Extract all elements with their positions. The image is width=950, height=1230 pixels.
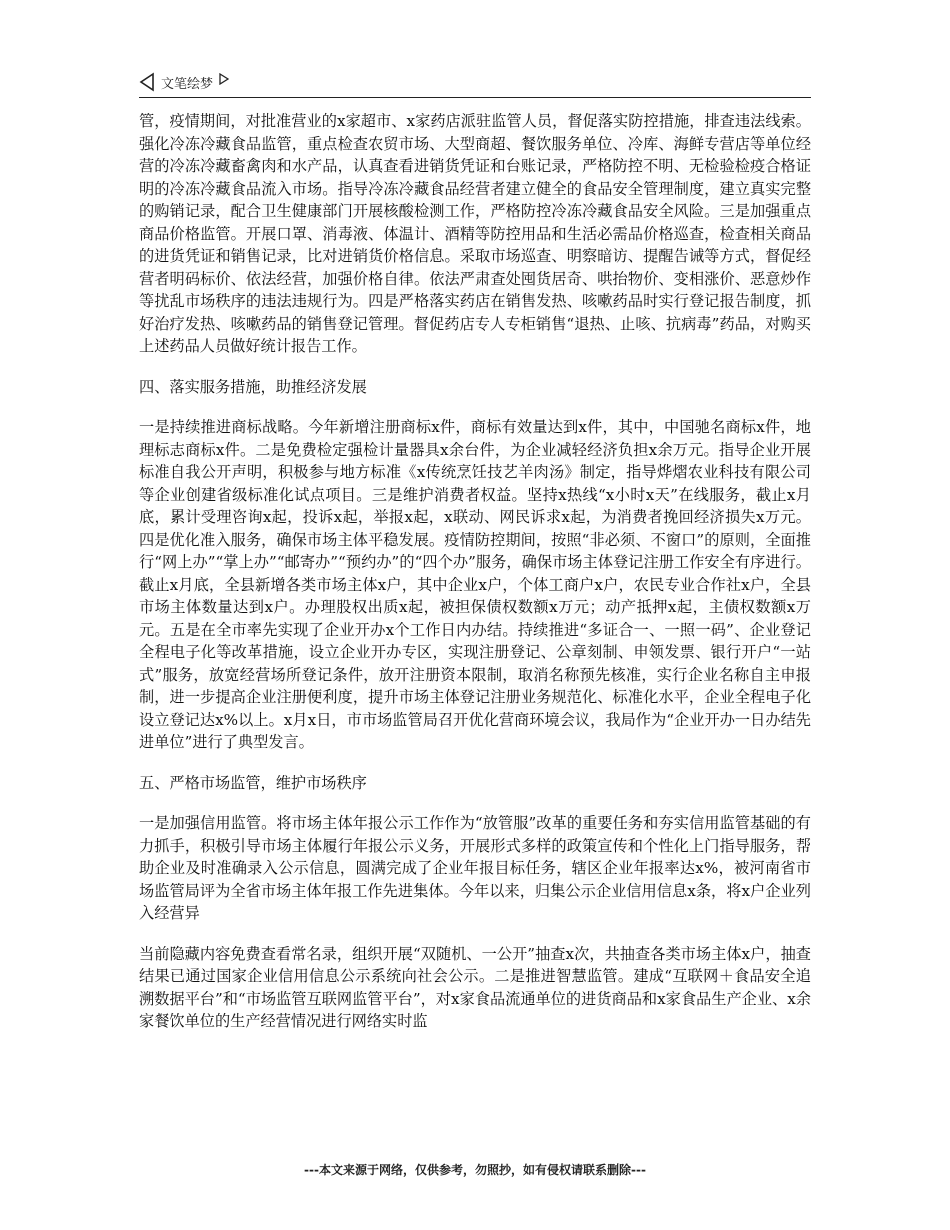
- brand: [139, 70, 229, 94]
- spacer: [139, 925, 811, 943]
- triangle-right-icon: [219, 73, 229, 85]
- page-header: [139, 70, 811, 98]
- footer-notice: ---本文来源于网络，仅供参考，勿照抄，如有侵权请联系删除---: [304, 1163, 646, 1177]
- brand-name: 文笔绘梦: [161, 76, 214, 92]
- section-heading-4: 四、落实服务措施，助推经济发展: [139, 377, 367, 396]
- section-heading-5: 五、严格市场监管，维护市场秩序: [139, 773, 367, 792]
- paragraph-smart-supervision: 当前隐藏内容免费查看常名录，组织开展“双随机、一公开”抽查x次，共抽查各类市场主体x户，抽查结果已通过国家企业信用信息公示系统向社会公示。二是推进智慧监管。建成“互联网＋食品安全追溯数据平台”和“市场监管互联网监管平台”，对x家食品流通单位的进货商品和x家食品生产企业、x余家餐饮单位的生产经营情况进行网络实时监: [139, 944, 811, 1030]
- paragraph-credit-supervision: 一是加强信用监管。将市场主体年报公示工作作为“放管服”改革的重要任务和夯实信用监管基础的有力抓手，积极引导市场主体履行年报公示义务，开展形式多样的政策宣传和个性化上门指导服务，帮助企业及时准确录入公示信息，圆满完成了企业年报目标任务，辖区企业年报率达x%，被河南省市场监管局评为全省市场主体年报工作先进集体。今年以来，归集公示企业信用信息x条，将x户企业列入经营异: [139, 814, 811, 922]
- document-body: [139, 110, 811, 1033]
- paragraph-service-measures: 一是持续推进商标战略。今年新增注册商标x件，商标有效量达到x件，其中，中国驰名商标x件，地理标志商标x件。二是免费检定强检计量器具x余台件，为企业减轻经济负担x余万元。指导企业开展标准自我公开声明，积极参与地方标准《x传统烹饪技艺羊肉汤》制定，指导烨熠农业科技有限公司等企业创建省级标准化试点项目。三是维护消费者权益。坚持x热线“x小时x天”在线服务，截止x月底，累计受理咨询x起，投诉x起，举报x起，x联动、网民诉求x起，为消费者挽回经济损失x万元。四是优化准入服务，确保市场主体平稳发展。疫情防控期间，按照“非必须、不窗口”的原则，全面推行“网上办”“掌上办”“邮寄办”“预约办”的“四个办”服务，确保市场主体登记注册工作安全有序进行。截止x月底，全县新增各类市场主体x户，其中企业x户，个体工商户x户，农民专业合作社x户，全县市场主体数量达到x户。办理股权出质x起，被担保债权数额x万元；动产抵押x起，主债权数额x万元。五是在全市率先实现了企业开办x个工作日内办结。持续推进“多证合一、一照一码”、企业登记全程电子化等改革措施，设立企业开办专区，实现注册登记、公章刻制、申领发票、银行开户“一站式”服务，放宽经营场所登记条件，放开注册资本限制，取消名称预先核准，实行企业名称自主申报制，进一步提高企业注册便利度，提升市场主体登记注册业务规范化、标准化水平，企业全程电子化设立登记达x%以上。x月x日，市市场监管局召开优化营商环境会议，我局作为“企业开办一日办结先进单位”进行了典型发言。: [139, 418, 811, 751]
- paragraph-epidemic-supervision: 管，疫情期间，对批准营业的x家超市、x家药店派驻监管人员，督促落实防控措施，排查违法线索。强化冷冻冷藏食品监管，重点检查农贸市场、大型商超、餐饮服务单位、冷库、海鲜专营店等单位经营的冷冻冷藏畜禽肉和水产品，认真查看进销货凭证和台账记录，严格防控不明、无检验检疫合格证明的冷冻冷藏食品流入市场。指导冷冻冷藏食品经营者建立健全的食品安全管理制度，建立真实完整的购销记录，配合卫生健康部门开展核酸检测工作，严格防控冷冻冷藏食品安全风险。三是加强重点商品价格监管。开展口罩、消毒液、体温计、酒精等防控用品和生活必需品价格巡查，检查相关商品的进货凭证和销售记录，比对进销货价格信息。采取市场巡查、明察暗访、提醒告诫等方式，督促经营者明码标价、依法经营，加强价格自律。依法严肃查处囤货居奇、哄抬物价、变相涨价、恶意炒作等扰乱市场秩序的违法违规行为。四是严格落实药店在销售发热、咳嗽药品时实行登记报告制度，抓好治疗发热、咳嗽药品的销售登记管理。督促药店专人专柜销售“退热、止咳、抗病毒”药品，对购买上述药品人员做好统计报告工作。: [139, 112, 811, 355]
- triangle-left-icon: [139, 72, 155, 92]
